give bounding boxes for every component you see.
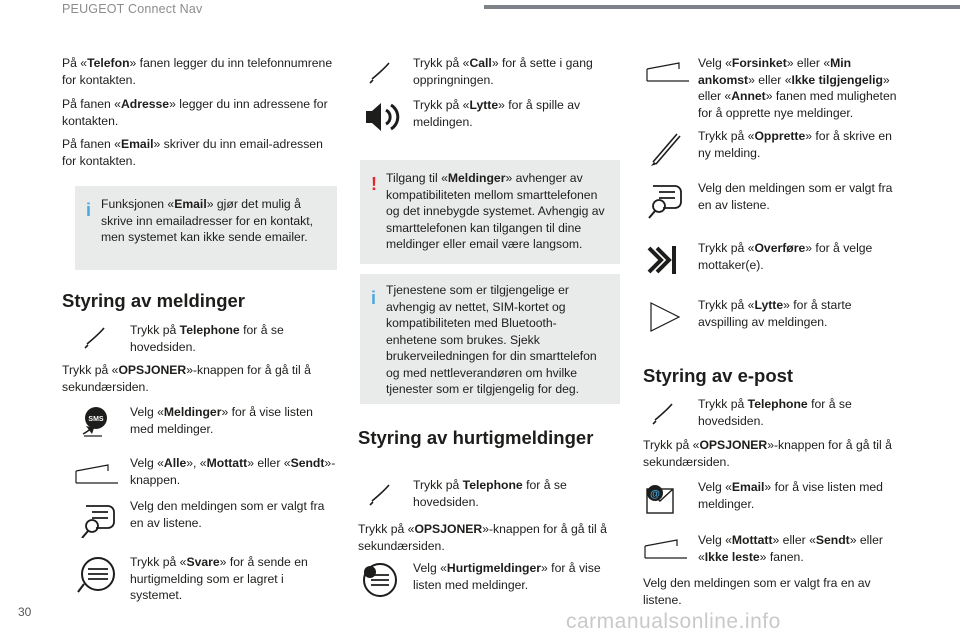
header-rule xyxy=(484,5,960,9)
step-forward xyxy=(643,240,905,292)
emphasis-term: Call xyxy=(469,56,492,70)
emphasis-term: Meldinger xyxy=(163,405,222,419)
warning-icon: ! xyxy=(371,174,377,194)
pen-icon xyxy=(643,128,699,168)
step-select-message-2 xyxy=(643,180,905,232)
emphasis-term: Telephone xyxy=(747,397,808,411)
list-select-icon xyxy=(643,180,699,220)
step-text: Velg «Email» for å vise listen med meldinger. xyxy=(698,480,883,511)
forward-icon xyxy=(643,240,699,280)
step-text: Velg «Mottatt» eller «Sendt» eller «Ikke leste» fanen. xyxy=(698,533,883,564)
step-text: Trykk på «Opprette» for å skrive en ny melding. xyxy=(698,129,892,160)
warning-note-meldinger xyxy=(360,160,620,264)
stylus-touch-icon xyxy=(643,396,699,436)
paragraph-email: På fanen «Email» skriver du inn email-adressen for kontakten. xyxy=(62,137,323,168)
step-select-meldinger xyxy=(62,404,337,456)
step-text: Velg «Meldinger» for å vise listen med meldinger. xyxy=(130,405,313,436)
emphasis-term: Lytte xyxy=(469,98,499,112)
step-text: Trykk på «Lytte» for å starte avspilling av meldingen. xyxy=(698,298,852,329)
step-text: Trykk på Telephone for å se hovedsiden. xyxy=(698,397,852,428)
step-text: Trykk på Telephone for å se hovedsiden. xyxy=(413,478,567,509)
emphasis-term: Forsinket xyxy=(731,56,787,70)
emphasis-term: OPSJONER xyxy=(414,522,483,536)
step-select-status xyxy=(643,55,905,125)
step-select-message xyxy=(62,498,337,550)
step-select-email xyxy=(643,479,905,531)
stylus-touch-icon xyxy=(358,55,414,95)
info-note-text: Tjenestene som er tilgjengelige er avhengig av nettet, SIM-kortet og kompatibiliteten med Bluetooth-enhetene som brukes. Sjekk brukerveiledningen for din smarttelefon og med nettleverandøren om hvilke tjenester som er tilgjengelig for deg. xyxy=(386,283,597,396)
emphasis-term: Alle xyxy=(163,456,187,470)
emphasis-term: Overføre xyxy=(754,241,806,255)
heading-styring-av-meldinger: Styring av meldinger xyxy=(62,290,245,311)
tab-shape-icon xyxy=(643,532,699,572)
speaker-icon xyxy=(358,97,414,137)
step-play xyxy=(643,297,905,349)
step-text: Trykk på «Svare» for å sende en hurtigmelding som er lagret i systemet. xyxy=(130,555,308,602)
reply-message-icon xyxy=(62,554,118,594)
emphasis-term: Svare xyxy=(186,555,220,569)
paragraph-telefon: På «Telefon» fanen legger du inn telefonnumrene for kontakten. xyxy=(62,56,333,87)
emphasis-term: Sendt xyxy=(815,533,850,547)
step-text: Velg den meldingen som er valgt fra en av listene. xyxy=(698,181,893,212)
step-listen xyxy=(358,97,620,149)
heading-styring-av-hurtigmeldinger: Styring av hurtigmeldinger xyxy=(358,427,594,448)
emphasis-term: OPSJONER xyxy=(118,363,187,377)
emphasis-term: Ikke leste xyxy=(704,549,760,564)
emphasis-term: Ikke tilgjengelig xyxy=(791,72,883,87)
emphasis-term: Email xyxy=(731,480,765,494)
sms-bubble-icon xyxy=(62,404,118,444)
emphasis-term: Email xyxy=(174,197,207,211)
page-number: 30 xyxy=(18,605,32,619)
step-text: Velg «Forsinket» eller «Min ankomst» eller «Ikke tilgjengelig» eller «Annet» fanen med muligheten for å opprette nye meldinger. xyxy=(698,56,897,120)
emphasis-term: OPSJONER xyxy=(699,438,768,452)
reply-message-icon xyxy=(358,560,414,600)
info-icon: i xyxy=(86,200,92,220)
step-text: Velg «Hurtigmeldinger» for å vise listen med meldinger. xyxy=(413,561,601,592)
paragraph-adresse: På fanen «Adresse» legger du inn adressene for kontakten. xyxy=(62,97,328,128)
emphasis-term: Telephone xyxy=(462,478,523,492)
step-text: Velg den meldingen som er valgt fra en av listene. xyxy=(130,499,325,530)
step-text: Velg «Alle», «Mottatt» eller «Sendt»-knappen. xyxy=(130,456,336,487)
step-select-hurtigmeldinger xyxy=(358,560,620,612)
stylus-touch-icon xyxy=(62,322,118,362)
step-text: Trykk på «Lytte» for å spille av meldingen. xyxy=(413,98,581,129)
tab-shape-icon xyxy=(62,455,118,495)
step-text: Trykk på «Call» for å sette i gang oppringningen. xyxy=(413,56,593,87)
emphasis-term: Meldinger xyxy=(447,171,506,185)
info-note-services xyxy=(360,274,620,404)
play-icon xyxy=(643,297,699,337)
step-create xyxy=(643,128,905,180)
emphasis-term: Mottatt xyxy=(731,533,773,547)
heading-styring-av-e-post: Styring av e-post xyxy=(643,365,794,386)
emphasis-term: Lytte xyxy=(754,298,784,312)
warning-note-text: Tilgang til «Meldinger» avhenger av kompatibiliteten mellom smarttelefonen og det innebygde systemet. Avhengig av smarttelefonen kan tilgangen til dine meldinger eller email være langsom. xyxy=(386,171,605,251)
header-title: PEUGEOT Connect Nav xyxy=(62,2,203,16)
list-select-icon xyxy=(62,498,118,538)
step-reply xyxy=(62,554,337,606)
paragraph-opsjoner: Trykk på «OPSJONER»-knappen for å gå til å sekundærsiden. xyxy=(62,363,311,394)
info-note-email xyxy=(75,186,337,270)
email-envelope-icon xyxy=(643,479,699,519)
emphasis-term: Sendt xyxy=(290,456,325,470)
tab-shape-icon xyxy=(643,55,699,95)
emphasis-term: Telefon xyxy=(87,56,130,70)
emphasis-term: Min ankomst xyxy=(698,56,852,87)
emphasis-term: Adresse xyxy=(120,97,170,111)
emphasis-term: Opprette xyxy=(754,129,806,143)
info-note-text: Funksjonen «Email» gjør det mulig å skrive inn emailadresser for en kontakt, men systemet kan ikke sende emailer. xyxy=(101,197,314,244)
emphasis-term: Email xyxy=(120,137,154,151)
paragraph-opsjoner-3: Trykk på «OPSJONER»-knappen for å gå til å sekundærsiden. xyxy=(643,438,892,469)
info-icon: i xyxy=(371,288,377,308)
svg-text:@: @ xyxy=(650,489,660,500)
watermark: carmanualsonline.info xyxy=(566,610,781,633)
paragraph-opsjoner-2: Trykk på «OPSJONER»-knappen for å gå til å sekundærsiden. xyxy=(358,522,607,553)
emphasis-term: Hurtigmeldinger xyxy=(446,561,542,575)
svg-text:SMS: SMS xyxy=(88,416,104,423)
step-text: Trykk på Telephone for å se hovedsiden. xyxy=(130,323,284,354)
step-text: Trykk på «Overføre» for å velge mottaker(e). xyxy=(698,241,873,272)
paragraph-select-email: Velg den meldingen som er valgt fra en av listene. xyxy=(643,576,871,607)
emphasis-term: Annet xyxy=(731,89,766,103)
emphasis-term: Mottatt xyxy=(206,456,248,470)
stylus-touch-icon xyxy=(358,477,414,517)
emphasis-term: Telephone xyxy=(179,323,240,337)
